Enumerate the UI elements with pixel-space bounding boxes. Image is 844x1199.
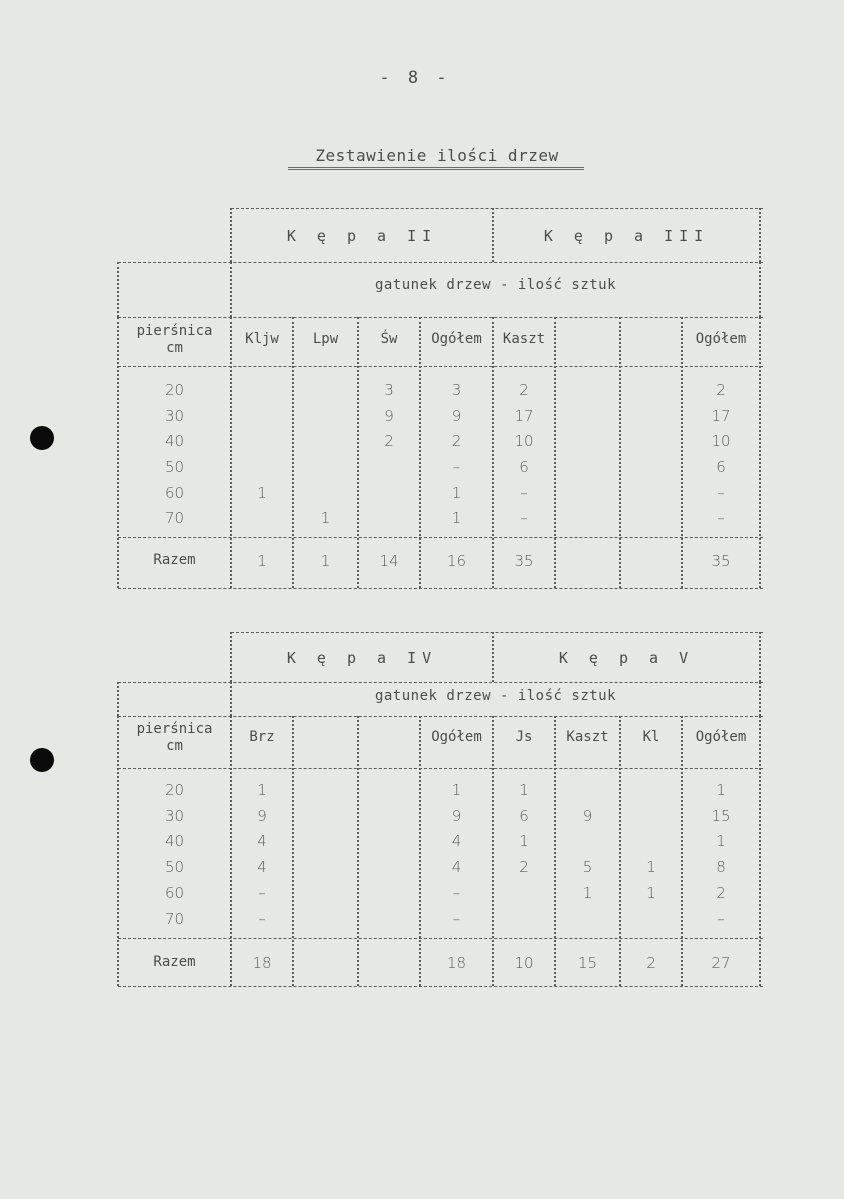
table-rule <box>118 716 763 717</box>
column-separator <box>619 716 621 986</box>
column-separator <box>681 716 683 986</box>
tree-count-table-kepa-2-3 <box>118 208 763 591</box>
count-cell: 9 <box>257 807 267 825</box>
count-cell: 1 <box>716 781 726 799</box>
column-separator <box>492 317 494 588</box>
total-cell: 18 <box>446 954 467 972</box>
page-number: - 8 - <box>379 68 451 88</box>
species-header: Ogółem <box>695 331 747 347</box>
column-separator <box>230 317 232 588</box>
table-rule <box>118 986 763 987</box>
count-cell: – <box>452 458 461 476</box>
total-cell: 27 <box>711 954 731 972</box>
count-cell: – <box>520 484 528 502</box>
column-separator <box>117 716 119 986</box>
count-cell: 2 <box>716 381 726 399</box>
count-cell: 2 <box>716 884 726 902</box>
count-cell: 6 <box>519 458 529 476</box>
column-separator <box>759 317 761 588</box>
species-count-subheader: gatunek drzew - ilość sztuk <box>374 277 617 293</box>
count-cell: 1 <box>451 509 462 527</box>
species-header: Js <box>515 729 533 745</box>
count-cell: – <box>258 884 266 902</box>
group-header-left: K ę p a II <box>286 227 438 245</box>
diameter-label: pierśnica <box>136 721 213 737</box>
column-separator <box>357 317 359 588</box>
count-cell: 1 <box>646 858 656 876</box>
diameter-value: 20 <box>164 781 185 799</box>
title-underline <box>288 167 584 173</box>
diameter-value: 40 <box>164 432 185 450</box>
species-header: Św <box>380 331 398 347</box>
table-rule <box>118 262 763 263</box>
count-cell: 4 <box>451 832 462 850</box>
count-cell: – <box>717 509 725 527</box>
total-cell: 14 <box>379 552 399 570</box>
total-cell: 2 <box>646 954 656 972</box>
table-rule <box>231 632 763 633</box>
column-separator <box>292 716 294 986</box>
count-cell: 9 <box>384 407 394 425</box>
total-cell: 15 <box>577 954 598 972</box>
count-cell: 15 <box>711 807 731 825</box>
total-cell: 18 <box>252 954 272 972</box>
species-header: Brz <box>249 729 275 745</box>
count-cell: 1 <box>257 484 267 502</box>
count-cell: – <box>258 910 266 928</box>
count-cell: 1 <box>451 484 462 502</box>
count-cell: 10 <box>711 432 731 450</box>
punch-hole <box>30 748 54 772</box>
count-cell: – <box>452 910 461 928</box>
count-cell: 4 <box>257 832 267 850</box>
count-cell: 2 <box>519 858 529 876</box>
count-cell: 1 <box>716 832 726 850</box>
table-rule <box>118 938 763 939</box>
column-separator <box>117 317 119 588</box>
diameter-value: 70 <box>164 910 185 928</box>
group-header-left: K ę p a IV <box>286 649 438 667</box>
count-cell: 6 <box>716 458 726 476</box>
column-separator <box>419 716 421 986</box>
count-cell: 6 <box>519 807 529 825</box>
count-cell: 9 <box>582 807 593 825</box>
count-cell: 1 <box>519 832 529 850</box>
diameter-value: 50 <box>164 458 185 476</box>
count-cell: 1 <box>519 781 529 799</box>
total-label: Razem <box>153 954 196 970</box>
count-cell: – <box>452 884 461 902</box>
table-rule <box>118 366 763 367</box>
species-header: Ogółem <box>695 729 747 745</box>
count-cell: 5 <box>582 858 593 876</box>
tree-count-table-kepa-4-5 <box>118 632 763 988</box>
count-cell: 10 <box>514 432 534 450</box>
diameter-value: 60 <box>164 484 185 502</box>
total-cell: 1 <box>257 552 267 570</box>
column-separator <box>554 716 556 986</box>
species-header: Ogółem <box>431 729 482 745</box>
total-cell: 35 <box>514 552 534 570</box>
species-header: Lpw <box>312 331 339 347</box>
total-cell: 1 <box>320 552 331 570</box>
diameter-label: pierśnica <box>136 323 213 339</box>
count-cell: 8 <box>716 858 726 876</box>
count-cell: 9 <box>451 407 462 425</box>
table-rule <box>231 208 763 209</box>
diameter-value: 40 <box>164 832 185 850</box>
species-header: Ogółem <box>431 331 482 347</box>
column-separator <box>419 317 421 588</box>
diameter-value: 30 <box>164 807 185 825</box>
count-cell: – <box>717 484 725 502</box>
species-header: Kljw <box>245 331 279 347</box>
count-cell: – <box>520 509 528 527</box>
count-cell: 2 <box>519 381 529 399</box>
table-rule <box>118 682 763 683</box>
group-header-right: K ę p a III <box>543 227 710 245</box>
species-header: Kl <box>642 729 660 745</box>
count-cell: 17 <box>514 407 534 425</box>
table-rule <box>118 768 763 769</box>
punch-hole <box>30 426 54 450</box>
diameter-value: 30 <box>164 407 185 425</box>
column-separator <box>357 716 359 986</box>
total-label: Razem <box>153 552 196 568</box>
column-separator <box>117 682 119 716</box>
column-separator <box>492 716 494 986</box>
diameter-value: 60 <box>164 884 185 902</box>
column-separator <box>681 317 683 588</box>
count-cell: 1 <box>257 781 267 799</box>
column-separator <box>230 716 232 986</box>
count-cell: 3 <box>384 381 394 399</box>
count-cell: 4 <box>451 858 462 876</box>
species-header: Kaszt <box>566 729 609 745</box>
count-cell: – <box>717 910 725 928</box>
count-cell: 4 <box>257 858 267 876</box>
count-cell: 2 <box>384 432 394 450</box>
count-cell: 1 <box>582 884 593 902</box>
column-separator <box>117 262 119 317</box>
table-rule <box>118 537 763 538</box>
column-separator <box>554 317 556 588</box>
diameter-unit: cm <box>166 340 183 356</box>
page-title: Zestawienie ilości drzew <box>315 146 559 165</box>
count-cell: 17 <box>711 407 731 425</box>
table-rule <box>118 317 763 318</box>
count-cell: 1 <box>646 884 656 902</box>
count-cell: 3 <box>451 381 462 399</box>
column-separator <box>619 317 621 588</box>
diameter-value: 70 <box>164 509 185 527</box>
count-cell: 2 <box>451 432 462 450</box>
count-cell: 9 <box>451 807 462 825</box>
total-cell: 16 <box>446 552 467 570</box>
diameter-unit: cm <box>166 738 183 754</box>
count-cell: 1 <box>451 781 462 799</box>
diameter-value: 50 <box>164 858 185 876</box>
group-header-right: K ę p a V <box>558 649 695 667</box>
column-separator <box>759 716 761 986</box>
diameter-value: 20 <box>164 381 185 399</box>
column-separator <box>292 317 294 588</box>
total-cell: 10 <box>514 954 534 972</box>
species-count-subheader: gatunek drzew - ilość sztuk <box>374 688 617 704</box>
count-cell: 1 <box>320 509 331 527</box>
table-rule <box>118 588 763 589</box>
species-header: Kaszt <box>502 331 546 347</box>
total-cell: 35 <box>711 552 731 570</box>
